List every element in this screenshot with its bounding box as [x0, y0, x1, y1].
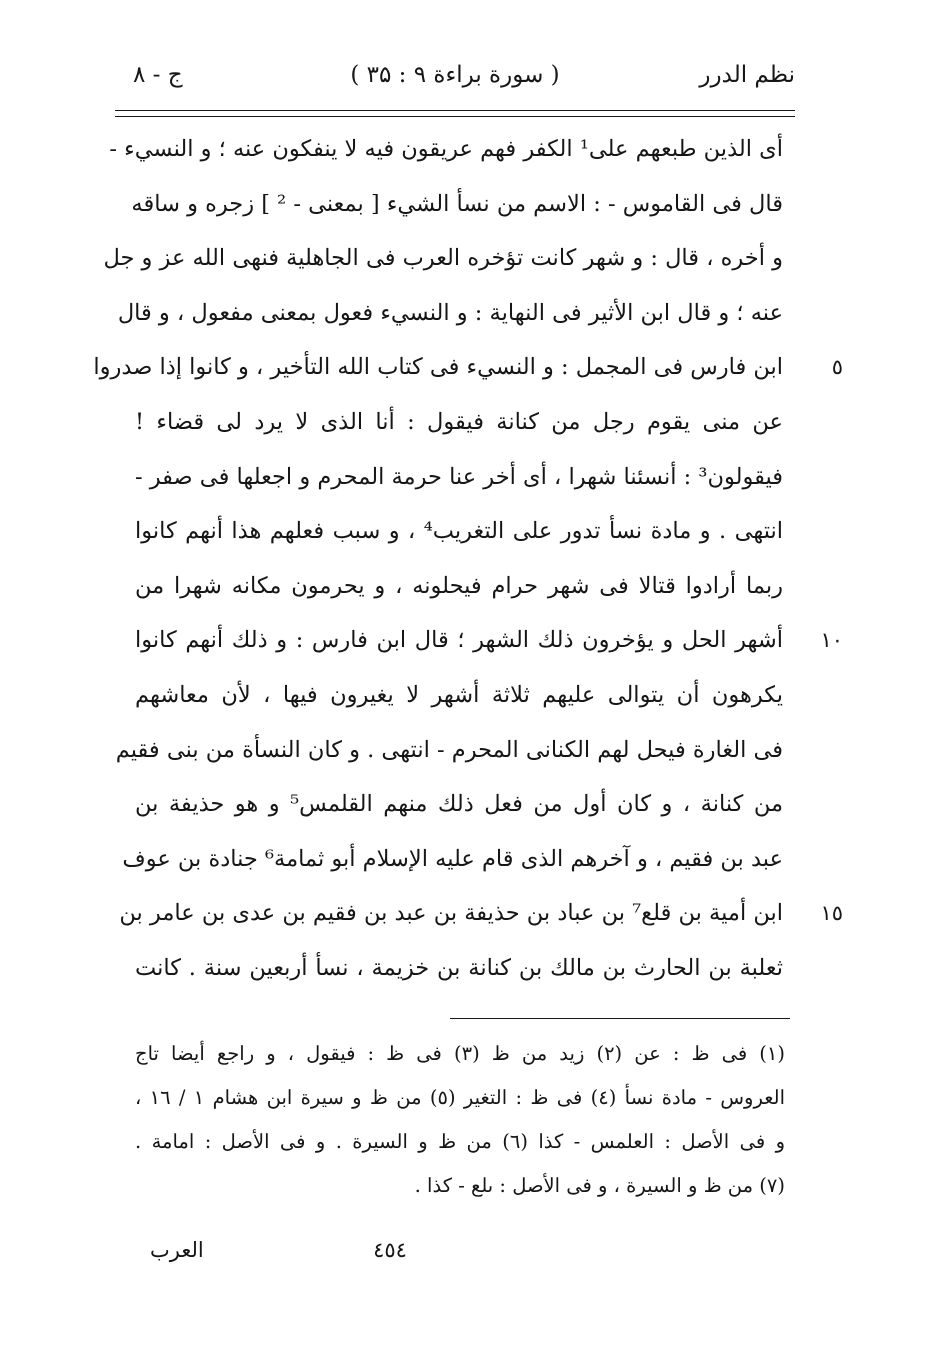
text-line: عن منى يقوم رجل من كنانة فيقول : أنا الذى لا يرد لى قضاء ! — [135, 408, 783, 435]
signature-word: العرب — [150, 1238, 204, 1262]
text-line: عبد بن فقيم ، و آخرهم الذى قام عليه الإسلام أبو ثمامة⁶ جنادة بن عوف — [122, 845, 783, 872]
text-line: ابن فارس فى المجمل : و النسيء فى كتاب الله التأخير ، و كانوا إذا صدروا ٥ — [135, 340, 783, 395]
page-number: ٤٥٤ — [373, 1238, 407, 1262]
running-head — [115, 56, 795, 100]
footnotes — [135, 1032, 785, 1208]
footnote-line: (٧) من ظ و السيرة ، و فى الأصل : ىلع - كذا . — [414, 1174, 785, 1197]
book-title: نظم الدرر — [699, 62, 795, 88]
line-number: ٥ — [831, 355, 843, 380]
text-line: قال فى القاموس - : الاسم من نسأ الشيء [ بمعنى - ² ] زجره و ساقه — [131, 190, 783, 217]
text-line: ربما أرادوا قتالا فى شهر حرام فيحلونه ، و يحرمون مكانه شهرا من — [135, 572, 783, 599]
page-footer — [150, 1238, 630, 1278]
text-line: انتهى . و مادة نسأ تدور على التغريب⁴ ، و سبب فعلهم هذا أنهم كانوا — [135, 518, 783, 545]
text-line: و أخره ، قال : و شهر كانت تؤخره العرب فى الجاهلية فنهى الله عز و جل — [103, 245, 783, 272]
volume-number: ج - ۸ — [133, 62, 183, 88]
footnote-line: العروس - مادة نسأ (٤) فى ظ : التغير (٥) من ظ و سيرة ابن هشام ١ / ١٦ ، — [135, 1086, 785, 1109]
text-line: فى الغارة فيحل لهم الكنانى المحرم - انتهى . و كان النسأة من بنى فقيم — [115, 736, 783, 763]
text-line: فيقولون³ : أنسئنا شهرا ، أى أخر عنا حرمة المحرم و اجعلها فى صفر - — [135, 463, 783, 490]
text-line: من كنانة ، و كان أول من فعل ذلك منهم القلمس⁵ و هو حذيفة بن — [135, 791, 783, 818]
surah-reference: ( سورة براءة ۹ : ۳۵ ) — [350, 62, 560, 88]
header-rule — [115, 110, 795, 117]
footnote-separator — [450, 1018, 790, 1019]
text-line: عنه ؛ و قال ابن الأثير فى النهاية : و النسيء فعول بمعنى مفعول ، و قال — [117, 299, 783, 326]
line-number: ١٥ — [820, 901, 843, 926]
text-line: أشهر الحل و يؤخرون ذلك الشهر ؛ قال ابن فارس : و ذلك أنهم كانوا ١٠ — [135, 613, 783, 668]
main-text — [93, 122, 843, 996]
line-number: ١٠ — [820, 628, 843, 653]
text-line: يكرهون أن يتوالى عليهم ثلاثة أشهر لا يغيرون فيها ، لأن معاشهم — [135, 681, 783, 708]
footnote-line: (١) فى ظ : عن (٢) زيد من ظ (٣) فى ظ : فيقول ، و راجع أيضا تاج — [135, 1042, 785, 1065]
text-line: ثعلبة بن الحارث بن مالك بن كنانة بن خزيمة ، نسأ أربعين سنة . كانت — [135, 954, 783, 981]
text-line: أى الذين طبعهم على¹ الكفر فهم عريقون فيه لا ينفكون عنه ؛ و النسيء - — [109, 136, 783, 162]
text-line: ابن أمية بن قلع⁷ بن عباد بن حذيفة بن عبد بن فقيم بن عدى بن عامر بن ١٥ — [135, 886, 783, 941]
footnote-line: و فى الأصل : العلمس - كذا (٦) من ظ و السيرة . و فى الأصل : امامة . — [135, 1130, 785, 1153]
